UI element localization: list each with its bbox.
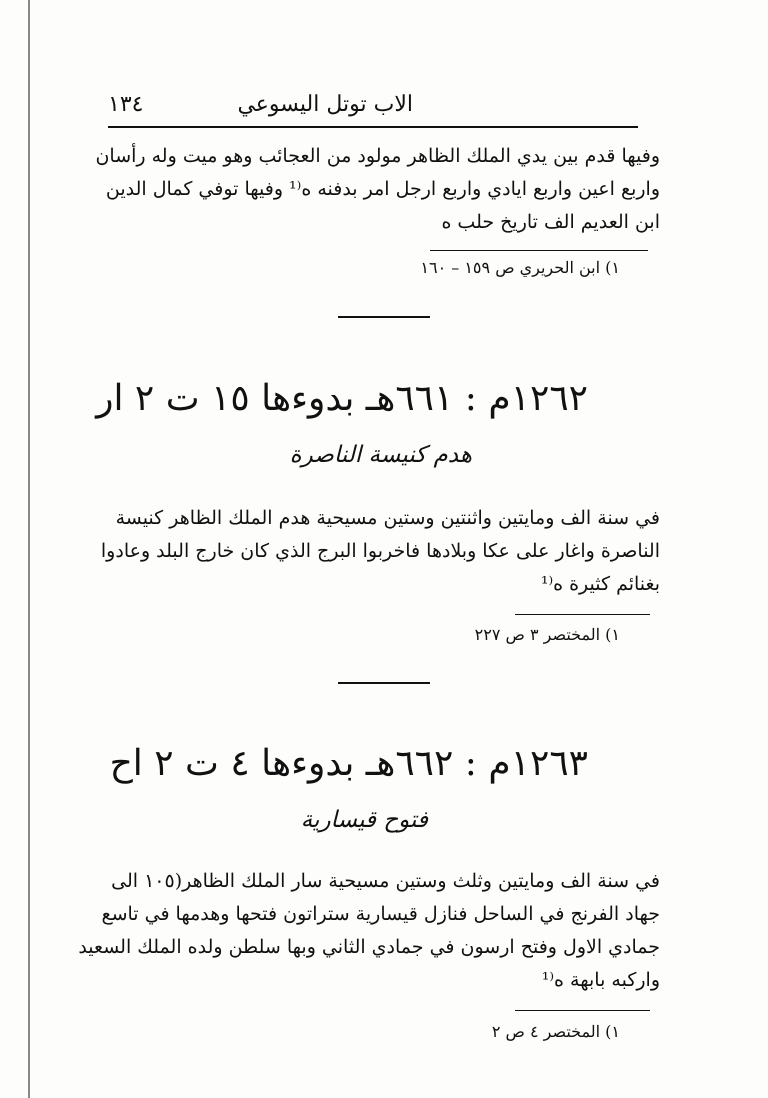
paragraph-line: واركبه بابهة ه⁽¹ [541,969,660,991]
year-heading-1262: ١٢٦٢م : ٦٦١هـ بدوءها ١٥ ت ٢ ار [96,378,588,419]
section-separator [338,682,430,684]
footnote-1: ١) ابن الحريري ص ١٥٩ – ١٦٠ [420,258,620,277]
page-number: ١٣٤ [108,92,144,117]
footnote-rule [430,250,648,251]
paragraph-line: الناصرة واغار على عكا وبلادها فاخربوا البرج الذي كان خارج البلد وعادوا [100,540,660,562]
section-separator [338,316,430,318]
footnote-rule [515,1010,650,1011]
footnote-section-2: ١) المختصر ٤ ص ٢ [491,1022,620,1041]
paragraph-line: ابن العديم الف تاريخ حلب ه [441,211,660,233]
running-header [108,92,638,122]
page-edge-shadow [28,0,30,1098]
section-1-paragraph [100,502,660,601]
section-2-paragraph [78,865,660,997]
paragraph-line: واربع اعين واربع ايادي واربع ارجل امر بدفنه ه⁽¹ وفيها توفي كمال الدين [105,178,660,200]
paragraph-line: في سنة الف ومايتين وثلث وستين مسيحية سار الملك الظاهر(١٠٥ الى [111,870,660,892]
paragraph-line: بغنائم كثيرة ه⁽¹ [540,573,660,595]
running-title: الاب توتل اليسوعي [237,92,413,117]
section-subtitle-nazareth: هدم كنيسة الناصرة [289,442,472,468]
footnote-rule [515,614,650,615]
section-subtitle-caesarea: فتوح قيسارية [300,807,428,833]
paragraph-line: جهاد الفرنج في الساحل فنازل قيسارية ستراتون فتحها وهدمها في تاسع [101,903,660,925]
paragraph-line: في سنة الف ومايتين واثنتين وستين مسيحية هدم الملك الظاهر كنيسة [115,507,660,529]
footnote-section-1: ١) المختصر ٣ ص ٢٢٧ [474,625,620,644]
top-paragraph [95,140,660,239]
paragraph-line: وفيها قدم بين يدي الملك الظاهر مولود من العجائب وهو ميت وله رأسان [95,145,660,167]
paragraph-line: جمادي الاول وفتح ارسون في جمادي الثاني وبها سلطن ولده الملك السعيد [78,936,660,958]
year-heading-1263: ١٢٦٣م : ٦٦٢هـ بدوءها ٤ ت ٢ اح [109,743,588,784]
header-rule [108,126,638,128]
